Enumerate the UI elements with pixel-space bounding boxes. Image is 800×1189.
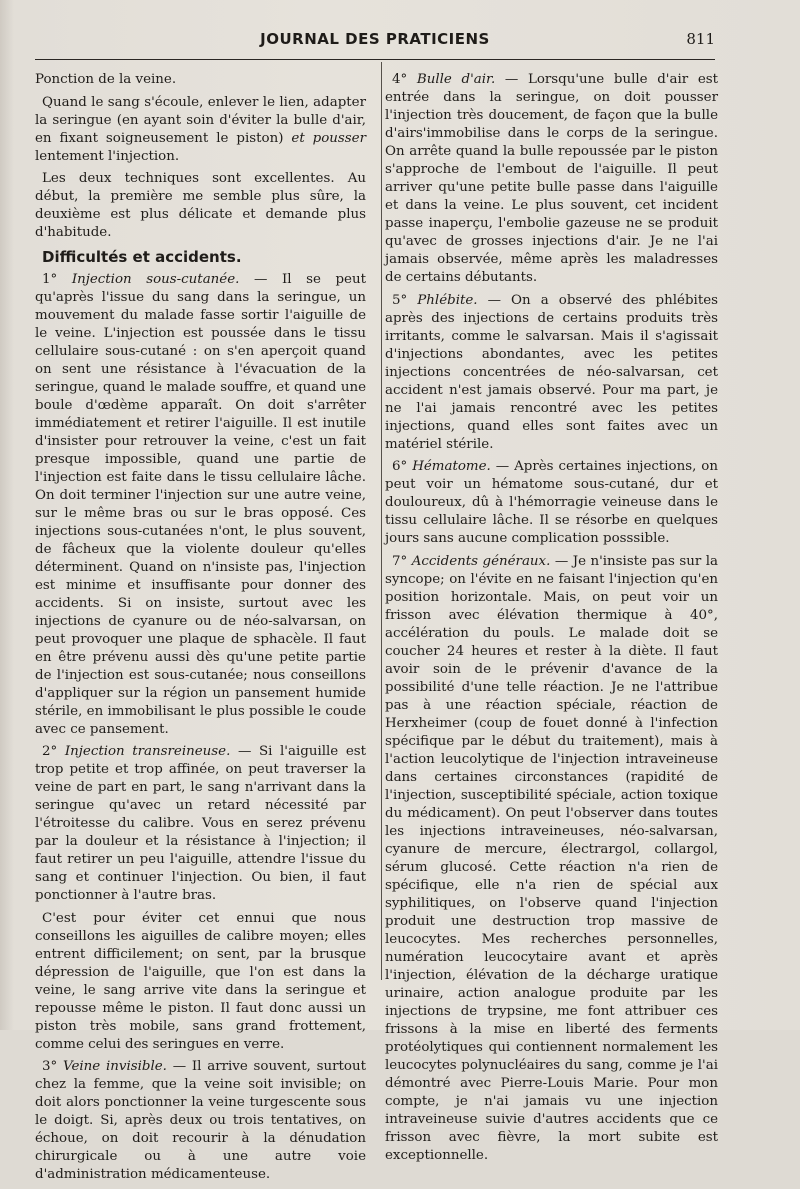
journal-title: JOURNAL DES PRATICIENS bbox=[260, 30, 490, 48]
section-text: — Après certaines injections, on peut voir un hématome sous-cutané, dur et douloureux, dû à l'hémorragie veineuse dans le tissu cellulaire lâche. Il se résorbe en quelques jours sans aucune complication posssible. bbox=[385, 459, 718, 546]
section-number: 6° bbox=[392, 459, 408, 474]
section-text: — Lorsqu'une bulle d'air est entrée dans la seringue, on doit pousser l'injection très doucement, de façon que la bulle d'airs'immobilise dans le corps de la seringue. On arrête quand la bulle repoussée par le piston s'approche de l'embout de l'aiguille. Il peut arriver qu'une petite bulle passe dans l'aiguille et dans la veine. Le plus souvent, cet incident passe inaperçu, l'embolie gazeuse ne se produit qu'avec de grosses injections d'air. Je ne l'ai jamais observée, même après les maladresses de certains débutants. bbox=[385, 72, 718, 285]
right-column bbox=[385, 71, 718, 1169]
section-number: 5° bbox=[392, 292, 408, 308]
section-title: Injection transreineuse. bbox=[64, 744, 231, 759]
section-bulle-dair bbox=[385, 71, 718, 287]
section-injection-sous-cutanee bbox=[35, 271, 366, 739]
section-number: 7° bbox=[392, 553, 408, 569]
section-heading: Difficultés et accidents. bbox=[42, 247, 242, 266]
left-column bbox=[35, 71, 366, 1189]
text-span: Quand le sang s'écoule, enlever le lien, adapter la seringue (en ayant soin d'éviter la bulle d'air, en fixant soigneusement le piston) bbox=[35, 94, 366, 146]
section-number: 1° bbox=[42, 271, 58, 287]
section-title: Veine invisible. bbox=[63, 1059, 167, 1074]
section-text: — Il arrive souvent, surtout chez la femme, que la veine soit invisible; on doit alors ponctionner la veine turgescente sous le doigt. Si, après deux ou trois tentatives, on échoue, on doit recourir à la dénudation chirurgicale ou à une autre voie d'administration médicamenteuse. bbox=[35, 1059, 366, 1182]
paragraph-deux-techniques: Les deux techniques sont excellentes. Au début, la première me semble plus sûre, la deuxième est plus délicate et demande plus d'habitude. bbox=[35, 171, 366, 240]
section-text: — Je n'insiste pas sur la syncope; on l'évite en ne faisant l'injection qu'en position horizontale. Mais, on peut voir un frisson avec élévation thermique à 40°, accélération du pouls. Le malade doit se coucher 24 heures et rester à la diète. Il faut avoir soin de le prévenir d'avance de la possibilité d'une telle réaction. Je ne l'attribue pas à une réaction spéciale, réaction de Herxheimer (coup de fouet donné à l'infection spécifique par le début du traitement), mais à l'action leucolytique de l'injection intraveineuse dans certaines circonstances (rapidité de l'injection, susceptibilité spéciale, action toxique du médicament). On peut l'observer dans toutes les injections intraveineuses, néo-salvarsan, cyanure de mercure, électrargol, collargol, sérum glucosé. Cette réaction n'a rien de spécifique, elle n'a rien de spécial aux syphilitiques, on l'observe quand l'injection produit une destruction trop massive de leucocytes. Mes recherches personnelles, numération leucocytaire avant et après l'injection, élévation de la décharge uratique urinaire, action analogue produite par les injections de trypsine, me font attribuer ces frissons à la mise en liberté des ferments protéolytiques qui contiennent normalement les leucocytes polynucléaires du sang, comme je l'ai démontré avec Pierre-Louis Marie. Pour mon compte, je n'ai jamais vu une injection intraveineuse suivie d'autres accidents que ce frisson avec fièvre, la mort subite est exceptionnelle. bbox=[385, 553, 719, 1163]
section-number: 2° bbox=[42, 744, 58, 759]
section-injection-transreineuse bbox=[35, 743, 366, 905]
paragraph-cest-pour-eviter: C'est pour éviter cet ennui que nous conseillons les aiguilles de calibre moyen; elles entrent difficilement; on sent, par la brusque dépression de l'aiguille, que l'on est dans la veine, le sang arrive vite dans la seringue et repousse même le piston. Il faut donc aussi un piston très mobile, sans grand frottement, comme celui des seringues en verre. bbox=[35, 910, 366, 1052]
text-span: lentement l'injection. bbox=[35, 148, 180, 164]
section-title: Hématome. bbox=[412, 459, 491, 474]
header-rule bbox=[35, 59, 715, 60]
section-accidents-generaux bbox=[385, 553, 718, 1165]
section-title: Injection sous-cutanée. bbox=[71, 271, 240, 287]
section-text: — Si l'aiguille est trop petite et trop affinée, on peut traverser la veine de part en part, le sang n'arrivant dans la seringue qu'avec un retard nécessité par l'étroitesse du calibre. Vous en serez prévenu par la douleur et la résistance à l'injection; il faut retirer un peu l'aiguille, attendre l'issue du sang et continuer l'injection. Ou bien, il faut ponctionner à l'autre bras. bbox=[35, 744, 366, 903]
section-text: — On a observé des phlébites après des injections de certains produits très irritants, comme le salvarsan. Mais il s'agissait d'injections abondantes, avec les petites injections concentrées de néo-salvarsan, cet accident n'est jamais observé. Pour ma part, je ne l'ai jamais rencontré avec les petites injections, quand elles sont faites avec un matériel stérile. bbox=[385, 292, 718, 452]
section-number: 3° bbox=[42, 1059, 58, 1074]
paragraph-quand-le-sang bbox=[35, 94, 366, 166]
section-number: 4° bbox=[392, 72, 408, 87]
emphasis-span: et pousser bbox=[291, 130, 366, 146]
page-number: 811 bbox=[686, 30, 715, 48]
column-divider bbox=[381, 62, 382, 980]
section-text: — Il se peut qu'après l'issue du sang dans la seringue, un mouvement du malade fasse sortir l'aiguille de le veine. L'injection est poussée dans le tissu cellulaire sous-cutané : on s'en aperçoit quand on sent une résistance à l'évacuation de la seringue, quand le malade souffre, et quand une boule d'œdème apparaît. On doit s'arrêter immédiatement et retirer l'aiguille. Il est inutile d'insister pour retrouver la veine, c'est un fait presque impossible, quand une partie de l'injection est faite dans le tissu cellulaire lâche. On doit terminer l'injection sur une autre veine, sur le même bras ou sur le bras opposé. Ces injections sous-cutanées n'ont, le plus souvent, de fâcheux que la violente douleur qu'elles déterminent. Quand on n'insiste pas, l'injection est minime et insuffisante pour donner des accidents. Si on insiste, surtout avec les injections de cyanure ou de néo-salvarsan, on peut provoquer une plaque de sphacèle. Il faut en être prévenu aussi dès qu'une petite partie de l'injection est sous-cutanée; nous conseillons d'appliquer sur la région un pansement humide stérile, en immobilisant le plus possible le coude avec ce pansement. bbox=[35, 271, 366, 737]
section-title: Accidents généraux. bbox=[411, 553, 551, 569]
section-veine-invisible bbox=[35, 1058, 366, 1184]
section-title: Bulle d'air. bbox=[416, 72, 496, 87]
section-phlebite bbox=[385, 292, 718, 454]
section-title: Phlébite. bbox=[417, 292, 478, 308]
paragraph-ponction: Ponction de la veine. bbox=[35, 72, 177, 87]
section-hematome bbox=[385, 458, 718, 548]
page-header bbox=[35, 30, 715, 54]
